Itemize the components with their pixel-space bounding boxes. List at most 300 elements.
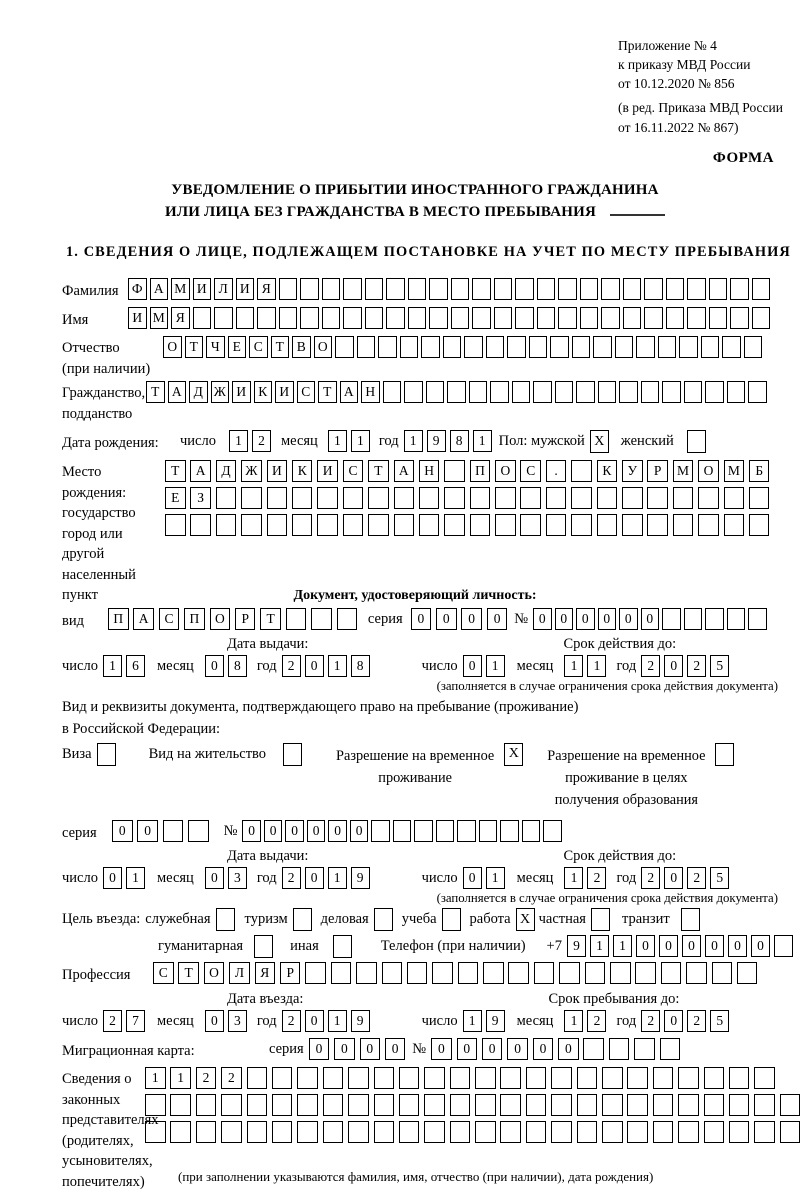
char-cell[interactable]	[749, 487, 770, 509]
char-cell[interactable]	[451, 307, 470, 329]
char-cell[interactable]: 0	[305, 867, 324, 889]
char-cell[interactable]: Д	[216, 460, 237, 482]
char-cell[interactable]	[673, 487, 694, 509]
char-cell[interactable]: А	[168, 381, 187, 403]
char-cell[interactable]	[343, 514, 364, 536]
char-cell[interactable]	[272, 1067, 293, 1089]
char-cell[interactable]	[647, 514, 668, 536]
char-cell[interactable]: 0	[328, 820, 347, 842]
char-cell[interactable]: 5	[710, 867, 729, 889]
char-cell[interactable]: Л	[214, 278, 233, 300]
char-cell[interactable]	[170, 1094, 191, 1116]
char-cell[interactable]: 0	[457, 1038, 478, 1060]
char-cell[interactable]	[426, 381, 445, 403]
char-cell[interactable]: 0	[436, 608, 457, 630]
char-cell[interactable]	[653, 1067, 674, 1089]
char-cell[interactable]	[331, 962, 352, 984]
char-cell[interactable]: З	[190, 487, 211, 509]
char-cell[interactable]	[634, 1038, 655, 1060]
char-cell[interactable]	[546, 514, 567, 536]
char-cell[interactable]	[292, 487, 313, 509]
char-cell[interactable]	[221, 1094, 242, 1116]
char-cell[interactable]	[272, 1121, 293, 1143]
char-cell[interactable]	[780, 1121, 801, 1143]
char-cell[interactable]: А	[133, 608, 154, 630]
char-cell[interactable]: 0	[664, 867, 683, 889]
char-cell[interactable]	[322, 307, 341, 329]
char-cell[interactable]: 2	[687, 655, 706, 677]
char-cell[interactable]: 6	[126, 655, 145, 677]
char-cell[interactable]	[602, 1067, 623, 1089]
char-cell[interactable]	[647, 487, 668, 509]
char-cell[interactable]	[371, 820, 390, 842]
char-cell[interactable]: 1	[328, 867, 347, 889]
char-cell[interactable]: .	[546, 460, 567, 482]
char-cell[interactable]	[469, 381, 488, 403]
char-cell[interactable]: 0	[360, 1038, 381, 1060]
char-cell[interactable]	[522, 820, 541, 842]
char-cell[interactable]: 0	[205, 655, 224, 677]
char-cell[interactable]	[597, 487, 618, 509]
char-cell[interactable]	[550, 336, 569, 358]
char-cell[interactable]	[247, 1067, 268, 1089]
char-cell[interactable]	[704, 1094, 725, 1116]
char-cell[interactable]: С	[249, 336, 268, 358]
char-cell[interactable]: 0	[431, 1038, 452, 1060]
char-cell[interactable]	[458, 962, 479, 984]
char-cell[interactable]: Я	[255, 962, 276, 984]
char-cell[interactable]	[323, 1067, 344, 1089]
char-cell[interactable]	[216, 487, 237, 509]
char-cell[interactable]	[394, 514, 415, 536]
char-cell[interactable]: С	[297, 381, 316, 403]
char-cell[interactable]: 2	[221, 1067, 242, 1089]
char-cell[interactable]	[580, 307, 599, 329]
char-cell[interactable]: Ч	[206, 336, 225, 358]
char-cell[interactable]: С	[343, 460, 364, 482]
char-cell[interactable]: А	[150, 278, 169, 300]
char-cell[interactable]	[386, 307, 405, 329]
char-cell[interactable]: И	[232, 381, 251, 403]
char-cell[interactable]: 2	[641, 1010, 660, 1032]
char-cell[interactable]	[145, 1094, 166, 1116]
char-cell[interactable]: И	[275, 381, 294, 403]
char-cell[interactable]: О	[210, 608, 231, 630]
char-cell[interactable]	[577, 1121, 598, 1143]
char-cell[interactable]: А	[340, 381, 359, 403]
char-cell[interactable]: 0	[103, 867, 122, 889]
char-cell[interactable]	[644, 278, 663, 300]
char-cell[interactable]: 8	[351, 655, 370, 677]
char-cell[interactable]: 9	[351, 1010, 370, 1032]
char-cell[interactable]	[500, 1067, 521, 1089]
char-cell[interactable]: 1	[145, 1067, 166, 1089]
char-cell[interactable]	[407, 962, 428, 984]
char-cell[interactable]	[529, 336, 548, 358]
char-cell[interactable]: 0	[137, 820, 158, 842]
char-cell[interactable]	[687, 307, 706, 329]
char-cell[interactable]: С	[153, 962, 174, 984]
char-cell[interactable]: 0	[751, 935, 770, 957]
char-cell[interactable]	[483, 962, 504, 984]
char-cell[interactable]: У	[622, 460, 643, 482]
char-cell[interactable]	[515, 307, 534, 329]
char-cell[interactable]	[196, 1094, 217, 1116]
char-cell[interactable]	[666, 278, 685, 300]
char-cell[interactable]: 0	[385, 1038, 406, 1060]
char-cell[interactable]	[572, 336, 591, 358]
char-cell[interactable]: К	[597, 460, 618, 482]
char-cell[interactable]	[424, 1094, 445, 1116]
char-cell[interactable]: Ж	[211, 381, 230, 403]
char-cell[interactable]	[543, 820, 562, 842]
char-cell[interactable]	[286, 608, 307, 630]
char-cell[interactable]	[558, 278, 577, 300]
char-cell[interactable]	[472, 307, 491, 329]
char-cell[interactable]	[558, 307, 577, 329]
char-cell[interactable]	[597, 514, 618, 536]
char-cell[interactable]	[414, 820, 433, 842]
char-cell[interactable]: 9	[567, 935, 586, 957]
char-cell[interactable]: 0	[619, 608, 638, 630]
char-cell[interactable]: Т	[146, 381, 165, 403]
char-cell[interactable]: 0	[482, 1038, 503, 1060]
char-cell[interactable]	[698, 487, 719, 509]
char-cell[interactable]	[300, 307, 319, 329]
char-cell[interactable]	[386, 278, 405, 300]
char-cell[interactable]: Т	[185, 336, 204, 358]
char-cell[interactable]	[216, 514, 237, 536]
char-cell[interactable]	[305, 962, 326, 984]
char-cell[interactable]	[475, 1094, 496, 1116]
char-cell[interactable]: 1	[328, 430, 347, 452]
char-cell[interactable]	[627, 1121, 648, 1143]
char-cell[interactable]	[419, 514, 440, 536]
char-cell[interactable]: 0	[533, 608, 552, 630]
char-cell[interactable]: 0	[205, 1010, 224, 1032]
char-cell[interactable]	[653, 1121, 674, 1143]
char-cell[interactable]: 9	[427, 430, 446, 452]
char-cell[interactable]	[627, 1067, 648, 1089]
char-cell[interactable]: 0	[350, 820, 369, 842]
char-cell[interactable]	[317, 514, 338, 536]
char-cell[interactable]	[424, 1067, 445, 1089]
char-cell[interactable]	[297, 1067, 318, 1089]
char-cell[interactable]	[475, 1121, 496, 1143]
char-cell[interactable]: 1	[126, 867, 145, 889]
char-cell[interactable]	[601, 278, 620, 300]
char-cell[interactable]	[752, 307, 771, 329]
char-cell[interactable]: 1	[564, 867, 583, 889]
char-cell[interactable]	[357, 336, 376, 358]
char-cell[interactable]: 0	[487, 608, 508, 630]
char-cell[interactable]: X	[516, 908, 535, 931]
char-cell[interactable]	[500, 1094, 521, 1116]
char-cell[interactable]	[681, 908, 700, 931]
char-cell[interactable]	[444, 460, 465, 482]
char-cell[interactable]	[534, 962, 555, 984]
char-cell[interactable]: 3	[228, 867, 247, 889]
char-cell[interactable]: А	[394, 460, 415, 482]
char-cell[interactable]: К	[292, 460, 313, 482]
char-cell[interactable]	[457, 820, 476, 842]
char-cell[interactable]	[432, 962, 453, 984]
char-cell[interactable]	[704, 1067, 725, 1089]
char-cell[interactable]	[520, 487, 541, 509]
char-cell[interactable]	[399, 1067, 420, 1089]
char-cell[interactable]	[727, 608, 746, 630]
char-cell[interactable]	[577, 1094, 598, 1116]
char-cell[interactable]	[165, 514, 186, 536]
char-cell[interactable]: Т	[260, 608, 281, 630]
char-cell[interactable]	[748, 381, 767, 403]
char-cell[interactable]	[635, 962, 656, 984]
char-cell[interactable]	[97, 743, 116, 766]
char-cell[interactable]: И	[128, 307, 147, 329]
char-cell[interactable]	[447, 381, 466, 403]
char-cell[interactable]: Д	[189, 381, 208, 403]
char-cell[interactable]: 1	[473, 430, 492, 452]
char-cell[interactable]: 8	[450, 430, 469, 452]
char-cell[interactable]	[754, 1094, 775, 1116]
char-cell[interactable]	[662, 608, 681, 630]
char-cell[interactable]	[444, 514, 465, 536]
char-cell[interactable]	[754, 1067, 775, 1089]
char-cell[interactable]: 2	[282, 655, 301, 677]
char-cell[interactable]	[571, 487, 592, 509]
char-cell[interactable]: И	[193, 278, 212, 300]
char-cell[interactable]	[729, 1067, 750, 1089]
char-cell[interactable]	[622, 487, 643, 509]
char-cell[interactable]: О	[698, 460, 719, 482]
char-cell[interactable]	[247, 1121, 268, 1143]
char-cell[interactable]	[393, 820, 412, 842]
char-cell[interactable]	[712, 962, 733, 984]
char-cell[interactable]	[163, 820, 184, 842]
char-cell[interactable]: 0	[307, 820, 326, 842]
char-cell[interactable]	[196, 1121, 217, 1143]
char-cell[interactable]	[451, 278, 470, 300]
char-cell[interactable]	[662, 381, 681, 403]
char-cell[interactable]: В	[292, 336, 311, 358]
char-cell[interactable]: 2	[687, 867, 706, 889]
char-cell[interactable]	[729, 1094, 750, 1116]
char-cell[interactable]	[323, 1121, 344, 1143]
char-cell[interactable]	[678, 1121, 699, 1143]
char-cell[interactable]	[709, 278, 728, 300]
char-cell[interactable]: 1	[328, 1010, 347, 1032]
char-cell[interactable]: 0	[533, 1038, 554, 1060]
char-cell[interactable]	[705, 608, 724, 630]
char-cell[interactable]: М	[724, 460, 745, 482]
char-cell[interactable]	[748, 608, 767, 630]
char-cell[interactable]	[495, 487, 516, 509]
char-cell[interactable]	[727, 381, 746, 403]
char-cell[interactable]: К	[254, 381, 273, 403]
char-cell[interactable]: 5	[710, 655, 729, 677]
char-cell[interactable]	[221, 1121, 242, 1143]
char-cell[interactable]: X	[590, 430, 609, 453]
char-cell[interactable]: М	[673, 460, 694, 482]
char-cell[interactable]	[193, 307, 212, 329]
char-cell[interactable]	[267, 487, 288, 509]
char-cell[interactable]	[673, 514, 694, 536]
char-cell[interactable]	[641, 381, 660, 403]
char-cell[interactable]: Е	[165, 487, 186, 509]
char-cell[interactable]: Т	[368, 460, 389, 482]
char-cell[interactable]: Н	[419, 460, 440, 482]
char-cell[interactable]	[619, 381, 638, 403]
char-cell[interactable]	[404, 381, 423, 403]
char-cell[interactable]	[241, 514, 262, 536]
char-cell[interactable]: 0	[664, 1010, 683, 1032]
char-cell[interactable]	[257, 307, 276, 329]
char-cell[interactable]	[508, 962, 529, 984]
char-cell[interactable]	[374, 1067, 395, 1089]
char-cell[interactable]	[754, 1121, 775, 1143]
char-cell[interactable]: 1	[103, 655, 122, 677]
char-cell[interactable]	[537, 278, 556, 300]
char-cell[interactable]	[722, 336, 741, 358]
char-cell[interactable]: 1	[463, 1010, 482, 1032]
char-cell[interactable]: 1	[486, 867, 505, 889]
char-cell[interactable]	[622, 514, 643, 536]
char-cell[interactable]: 1	[564, 1010, 583, 1032]
char-cell[interactable]: Р	[280, 962, 301, 984]
char-cell[interactable]: 0	[334, 1038, 355, 1060]
char-cell[interactable]: 0	[558, 1038, 579, 1060]
char-cell[interactable]	[551, 1094, 572, 1116]
char-cell[interactable]: 0	[242, 820, 261, 842]
char-cell[interactable]: 0	[411, 608, 432, 630]
char-cell[interactable]: Ж	[241, 460, 262, 482]
char-cell[interactable]: Т	[178, 962, 199, 984]
char-cell[interactable]: И	[317, 460, 338, 482]
char-cell[interactable]	[615, 336, 634, 358]
char-cell[interactable]: 0	[664, 655, 683, 677]
char-cell[interactable]: О	[163, 336, 182, 358]
char-cell[interactable]	[429, 278, 448, 300]
char-cell[interactable]: Т	[318, 381, 337, 403]
char-cell[interactable]	[348, 1067, 369, 1089]
char-cell[interactable]	[365, 278, 384, 300]
char-cell[interactable]: 1	[587, 655, 606, 677]
char-cell[interactable]	[311, 608, 332, 630]
char-cell[interactable]	[419, 487, 440, 509]
char-cell[interactable]	[636, 336, 655, 358]
char-cell[interactable]: 2	[282, 1010, 301, 1032]
char-cell[interactable]	[293, 908, 312, 931]
char-cell[interactable]	[470, 487, 491, 509]
char-cell[interactable]	[343, 487, 364, 509]
char-cell[interactable]	[421, 336, 440, 358]
char-cell[interactable]: 0	[728, 935, 747, 957]
char-cell[interactable]	[479, 820, 498, 842]
char-cell[interactable]: 0	[309, 1038, 330, 1060]
char-cell[interactable]: X	[504, 743, 523, 766]
char-cell[interactable]: 0	[636, 935, 655, 957]
char-cell[interactable]: 1	[404, 430, 423, 452]
char-cell[interactable]	[356, 962, 377, 984]
char-cell[interactable]: 0	[461, 608, 482, 630]
char-cell[interactable]	[591, 908, 610, 931]
char-cell[interactable]	[571, 460, 592, 482]
char-cell[interactable]	[520, 514, 541, 536]
char-cell[interactable]	[170, 1121, 191, 1143]
char-cell[interactable]	[443, 336, 462, 358]
char-cell[interactable]: О	[495, 460, 516, 482]
char-cell[interactable]: Ф	[128, 278, 147, 300]
char-cell[interactable]	[399, 1094, 420, 1116]
char-cell[interactable]	[686, 962, 707, 984]
char-cell[interactable]	[444, 487, 465, 509]
char-cell[interactable]: 2	[641, 655, 660, 677]
char-cell[interactable]	[216, 908, 235, 931]
char-cell[interactable]: 0	[507, 1038, 528, 1060]
char-cell[interactable]	[374, 908, 393, 931]
char-cell[interactable]: И	[236, 278, 255, 300]
char-cell[interactable]	[704, 1121, 725, 1143]
char-cell[interactable]: О	[314, 336, 333, 358]
char-cell[interactable]: А	[190, 460, 211, 482]
char-cell[interactable]	[486, 336, 505, 358]
char-cell[interactable]: 1	[590, 935, 609, 957]
char-cell[interactable]	[684, 381, 703, 403]
char-cell[interactable]	[475, 1067, 496, 1089]
char-cell[interactable]	[602, 1094, 623, 1116]
char-cell[interactable]	[729, 1121, 750, 1143]
char-cell[interactable]: 9	[351, 867, 370, 889]
char-cell[interactable]	[601, 307, 620, 329]
char-cell[interactable]	[279, 307, 298, 329]
char-cell[interactable]	[585, 962, 606, 984]
char-cell[interactable]	[583, 1038, 604, 1060]
char-cell[interactable]	[494, 307, 513, 329]
char-cell[interactable]: И	[267, 460, 288, 482]
char-cell[interactable]: 7	[126, 1010, 145, 1032]
char-cell[interactable]	[737, 962, 758, 984]
char-cell[interactable]	[687, 278, 706, 300]
char-cell[interactable]	[610, 962, 631, 984]
char-cell[interactable]	[593, 336, 612, 358]
char-cell[interactable]	[580, 278, 599, 300]
char-cell[interactable]	[279, 278, 298, 300]
char-cell[interactable]: 0	[641, 608, 660, 630]
char-cell[interactable]	[436, 820, 455, 842]
char-cell[interactable]	[724, 487, 745, 509]
char-cell[interactable]	[343, 278, 362, 300]
char-cell[interactable]: М	[150, 307, 169, 329]
char-cell[interactable]	[526, 1121, 547, 1143]
char-cell[interactable]	[254, 935, 273, 958]
char-cell[interactable]: 0	[463, 655, 482, 677]
char-cell[interactable]	[190, 514, 211, 536]
char-cell[interactable]	[627, 1094, 648, 1116]
char-cell[interactable]	[571, 514, 592, 536]
char-cell[interactable]	[701, 336, 720, 358]
char-cell[interactable]	[526, 1094, 547, 1116]
char-cell[interactable]: Е	[228, 336, 247, 358]
char-cell[interactable]: 8	[228, 655, 247, 677]
char-cell[interactable]	[495, 514, 516, 536]
char-cell[interactable]: М	[171, 278, 190, 300]
char-cell[interactable]: О	[204, 962, 225, 984]
char-cell[interactable]: 5	[710, 1010, 729, 1032]
char-cell[interactable]: 2	[687, 1010, 706, 1032]
char-cell[interactable]	[687, 430, 706, 453]
char-cell[interactable]	[577, 1067, 598, 1089]
char-cell[interactable]	[368, 514, 389, 536]
